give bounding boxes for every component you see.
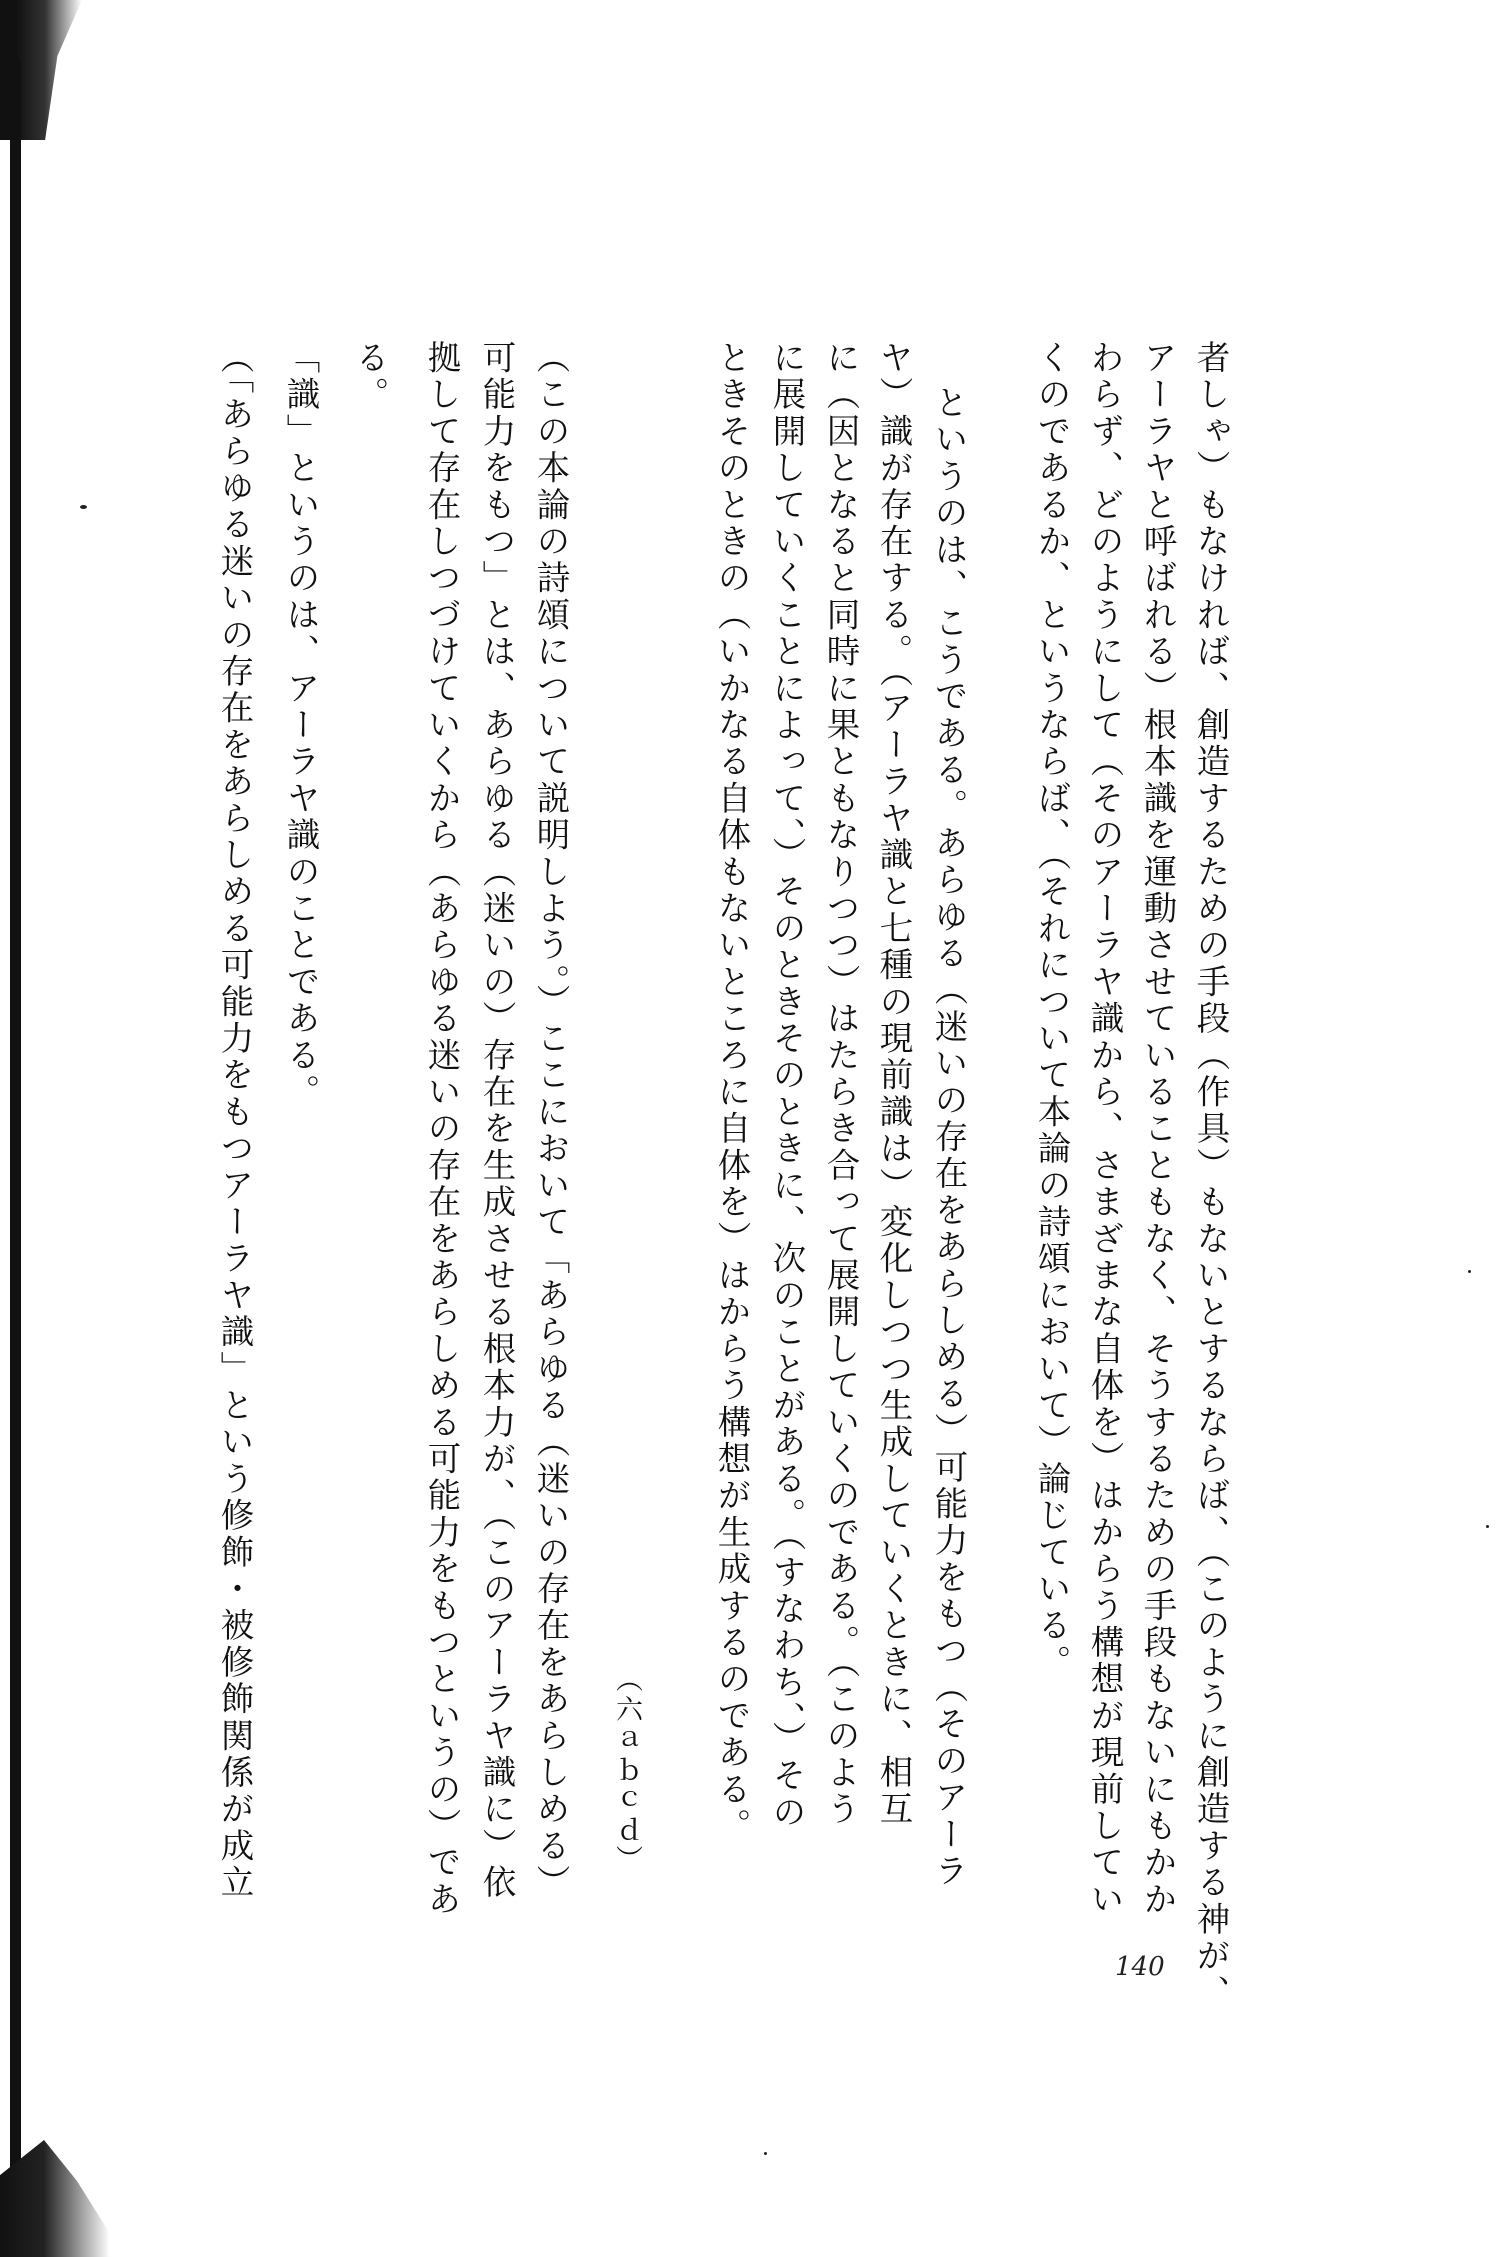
text-column-3: わらず、どのようにして（そのアーラヤ識から、さまざまな自体を）はからう構想が現前してい [1085, 340, 1124, 1919]
text-column-11: 可能力をもつ」とは、あらゆる（迷いの）存在を生成させる根本力が、（このアーラヤ識に）依 [477, 340, 516, 1902]
text-column-14: 「識」というのは、アーラヤ識のことである。 [281, 340, 320, 1111]
text-column-5: というのは、こうである。あらゆる（迷いの存在をあらしめる）可能力をもつ（そのアーラ [929, 385, 968, 1890]
text-column-4: くのであるか、というならば、（それについて本論の詩頌において）論じている。 [1032, 340, 1071, 1682]
scan-speck [1486, 1525, 1489, 1528]
text-column-12: 拠して存在しつづけていくから（あらゆる迷いの存在をあらしめる可能力をもつというの）であ [422, 340, 461, 1919]
text-column-7: に（因となると同時に果ともなりつつ）はたらき合って展開していくのである。（このよう [821, 340, 860, 1828]
scan-speck [764, 2152, 767, 2155]
text-column-6: ヤ）識が存在する。（アーラヤ識と七種の現前識は）変化しつつ生成していくときに、相互 [874, 340, 913, 1828]
text-column-13: る。 [350, 340, 389, 414]
verse-citation: （六ａｂｃｄ） [611, 1665, 642, 1875]
binding-edge-line [10, 60, 21, 2180]
scan-speck [80, 505, 87, 509]
page-number: 140 [1115, 1952, 1165, 1982]
text-column-2: アーラヤと呼ばれる）根本識を運動させていることもなく、そうするための手段もないにもかか [1138, 340, 1177, 1919]
text-column-1: 者しゃ）もなければ、創造するための手段（作具）もないとするならば、（このように創造する神が、 [1191, 340, 1230, 2012]
text-column-8: に展開していくことによって、）そのときそのときに、次のことがある。（すなわち、）その [767, 340, 806, 1832]
text-column-9: ときそのときの（いかなる自体もないところに自体を）はからう構想が生成するのである。 [712, 340, 751, 1845]
text-column-15: （「あらゆる迷いの存在をあらしめる可能力をもつアーラヤ識」という修飾・被修飾関係が成立 [215, 340, 254, 1902]
scan-speck [1468, 1270, 1471, 1273]
text-column-10: （この本論の詩頌について説明しよう。）ここにおいて「あらゆる（迷いの存在をあらしめる） [531, 340, 570, 1902]
